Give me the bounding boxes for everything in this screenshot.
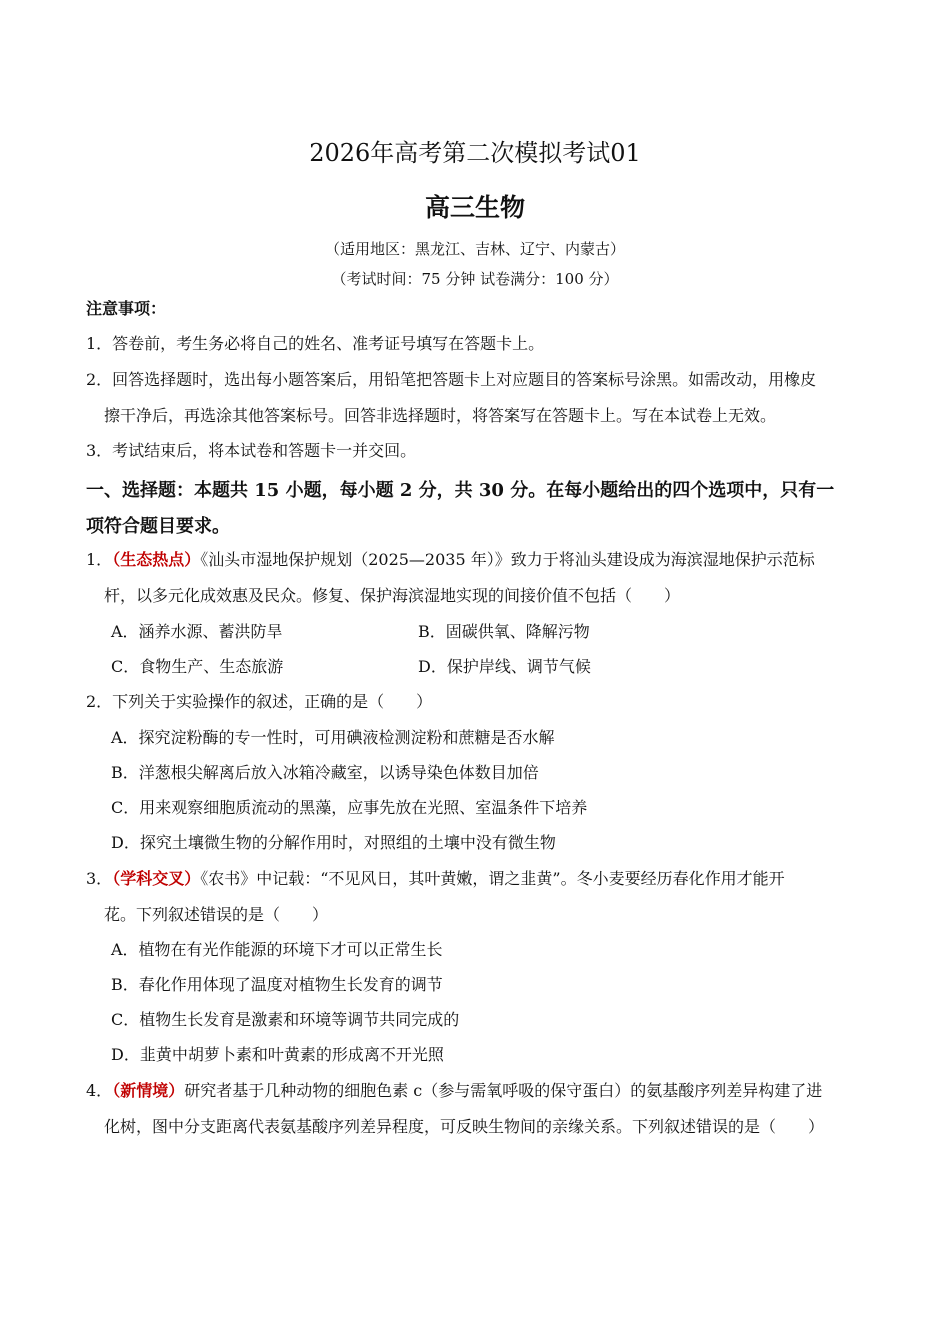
question-1-option-c: C．食物生产、生态旅游	[111, 657, 284, 676]
exam-title: 2026年高考第二次模拟考试01	[309, 139, 641, 167]
question-2-option-d: D．探究土壤微生物的分解作用时，对照组的土壤中没有微生物	[111, 833, 556, 852]
question-3-option-d: D．韭黄中胡萝卜素和叶黄素的形成离不开光照	[111, 1045, 444, 1064]
question-tag: （学科交叉）	[112, 869, 201, 888]
question-number: 4．	[86, 1081, 113, 1100]
note-2b: 擦干净后，再选涂其他答案标号。回答非选择题时，将答案写在答题卡上。写在本试卷上无效。	[104, 406, 777, 425]
question-text: 《农书》中记载：“不见风日，其叶黄嫩，谓之韭黄”。冬小麦要经历春化作用才能开	[200, 869, 785, 888]
notes-heading: 注意事项：	[86, 299, 167, 318]
note-3: 3．考试结束后，将本试卷和答题卡一并交回。	[86, 441, 417, 460]
question-3-option-a: A．植物在有光作能源的环境下才可以正常生长	[111, 940, 443, 959]
question-1-option-a: A．涵养水源、蓄洪防旱	[111, 622, 283, 641]
subject-title: 高三生物	[424, 193, 525, 222]
question-2-option-b: B．洋葱根尖解离后放入冰箱冷藏室，以诱导染色体数目加倍	[111, 763, 539, 782]
question-2-stem: 2．下列关于实验操作的叙述，正确的是（ ）	[86, 692, 433, 711]
section-heading-line2: 项符合题目要求。	[86, 516, 230, 537]
question-3-stem-line2: 花。下列叙述错误的是（ ）	[104, 905, 329, 924]
question-4-stem-line2: 化树，图中分支距离代表氨基酸序列差异程度，可反映生物间的亲缘关系。下列叙述错误的是（ ）	[104, 1117, 825, 1136]
question-3-stem-line1	[86, 869, 785, 889]
question-tag: （生态热点）	[112, 550, 201, 569]
question-2-option-a: A．探究淀粉酶的专一性时，可用碘液检测淀粉和蔗糖是否水解	[111, 728, 555, 747]
question-tag: （新情境）	[112, 1081, 185, 1100]
note-1: 1．答卷前，考生务必将自己的姓名、准考证号填写在答题卡上。	[86, 334, 545, 353]
question-1-option-b: B．固碳供氧、降解污物	[418, 622, 590, 641]
question-3-option-b: B．春化作用体现了温度对植物生长发育的调节	[111, 975, 443, 994]
time-score-note: （考试时间：75 分钟 试卷满分：100 分）	[331, 270, 619, 288]
question-number: 3．	[86, 869, 113, 888]
question-3-option-c: C．植物生长发育是激素和环境等调节共同完成的	[111, 1010, 460, 1029]
question-1-option-d: D．保护岸线、调节气候	[418, 657, 591, 676]
question-text: 研究者基于几种动物的细胞色素 c（参与需氧呼吸的保守蛋白）的氨基酸序列差异构建了进	[184, 1081, 823, 1100]
question-2-option-c: C．用来观察细胞质流动的黑藻，应事先放在光照、室温条件下培养	[111, 798, 588, 817]
question-number: 1．	[86, 550, 113, 569]
note-2a: 2．回答选择题时，选出每小题答案后，用铅笔把答题卡上对应题目的答案标号涂黑。如需改动，用橡皮	[86, 370, 817, 389]
question-text: 《汕头市湿地保护规划（2025—2035 年）》致力于将汕头建设成为海滨湿地保护示范标	[200, 550, 815, 569]
question-1-stem-line2: 杆，以多元化成效惠及民众。修复、保护海滨湿地实现的间接价值不包括（ ）	[104, 586, 681, 605]
section-heading-line1: 一、选择题：本题共 15 小题，每小题 2 分，共 30 分。在每小题给出的四个选项中，只有一	[86, 480, 835, 501]
region-note: （适用地区：黑龙江、吉林、辽宁、内蒙古）	[324, 240, 625, 258]
question-1-stem-line1	[86, 550, 815, 570]
question-4-stem-line1	[86, 1081, 822, 1101]
